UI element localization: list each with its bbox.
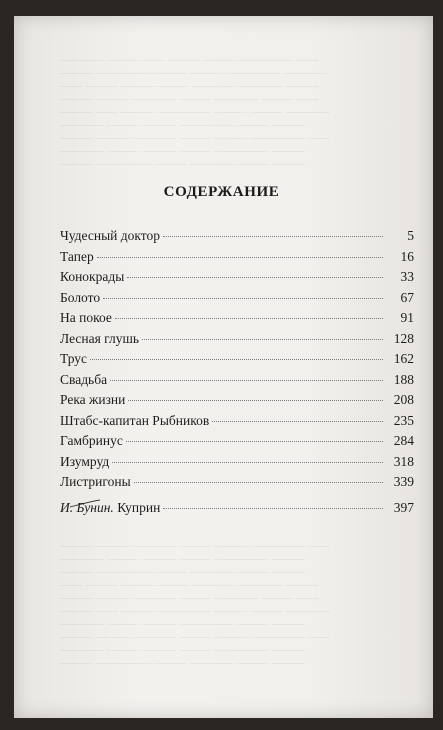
toc-title: Конокрады (60, 269, 125, 284)
toc-entry (60, 351, 414, 372)
toc-page: 318 (393, 453, 414, 469)
toc-page: 208 (393, 392, 414, 407)
toc-entry (60, 331, 414, 352)
leader-dots (90, 359, 383, 360)
leader-dots (134, 482, 383, 483)
toc-entry (60, 433, 414, 454)
toc-entry (60, 413, 414, 434)
toc-page: 16 (400, 248, 414, 264)
toc-title: Листригоны (60, 474, 131, 489)
toc-title: Болото (60, 289, 101, 305)
toc-title (60, 500, 160, 516)
toc-page: 162 (393, 351, 414, 366)
toc-entry (60, 310, 414, 331)
toc-title: Чудесный доктор (60, 228, 160, 243)
toc-entry (60, 474, 414, 495)
toc-title: Тапер (60, 248, 94, 264)
toc-page: 5 (407, 228, 414, 243)
toc-title: Лесная глушь (60, 330, 140, 346)
toc-page: 128 (393, 330, 414, 346)
bleed-through-text: ——— ——— ———— ——— ——— ————— —— ———— ——— ——— ——— ————— ——— ——— ————— ——— ———— ——— ——— —— ——— ——— ——— ———— ———— ——— ——— ——— ———— ——— ———— ——— —— ——— —— ——— ————— ——— ——— ———— ———— ——— ——— ————— ——— ——— ——— ——— ———— ——— ——— ————— —— ———— ——— ——— ——— ————— ——— ——— ————— ——— ———— ——— ——— (60, 540, 330, 669)
toc-page: 67 (400, 289, 414, 305)
afterword-title: Куприн (117, 500, 161, 515)
leader-dots (112, 462, 383, 463)
toc-page: 91 (400, 310, 414, 325)
leader-dots (142, 339, 383, 340)
toc-title: Штабс-капитан Рыбников (60, 412, 210, 428)
toc-title: Трус (60, 351, 88, 366)
toc-title: На покое (60, 310, 112, 325)
afterword-author: И. Бунин. (60, 500, 114, 515)
leader-dots (128, 400, 383, 401)
toc-entry (60, 228, 414, 249)
toc-page: 284 (393, 433, 414, 448)
contents-heading: СОДЕРЖАНИЕ (163, 184, 280, 200)
bleed-through-text: ———— ——— —— ——— ——— ————— —— ——— ————— ——— ——— ————— ———— —— ——— ——— ——— ———— ———— ——— ——— ——— ———— ——— ———— ——— —— ——— —— ——— ————— ——— ——— ———— ———— ——— ——— ————— ——— ——— ——— ——— ———— ——— ——— ————— —— ———— ——— ——— ——— ————— ——— ——— ————— ——— ———— ——— ——— (60, 54, 330, 170)
toc-entry (60, 249, 414, 270)
toc-title: Река жизни (60, 392, 126, 407)
toc-page: 188 (393, 371, 414, 387)
leader-dots (103, 298, 383, 299)
toc-entry (60, 290, 414, 311)
toc-page: 339 (393, 474, 414, 489)
leader-dots (127, 277, 383, 278)
toc-title: Изумруд (60, 453, 110, 469)
toc-entry (60, 392, 414, 413)
leader-dots (126, 441, 383, 442)
toc-entry (60, 454, 414, 475)
leader-dots (212, 421, 383, 422)
leader-dots (110, 380, 383, 381)
toc-title: Свадьба (60, 371, 108, 387)
leader-dots (115, 318, 383, 319)
leader-dots (97, 257, 383, 258)
toc-page: 235 (393, 412, 414, 428)
leader-dots (163, 236, 383, 237)
toc-list (60, 228, 414, 495)
toc-page: 33 (400, 269, 414, 284)
toc-afterword-entry (60, 500, 414, 521)
leader-dots (163, 508, 383, 509)
toc-entry (60, 372, 414, 393)
toc-entry (60, 269, 414, 290)
toc-title: Гамбринус (60, 433, 123, 448)
toc-page: 397 (393, 500, 414, 515)
